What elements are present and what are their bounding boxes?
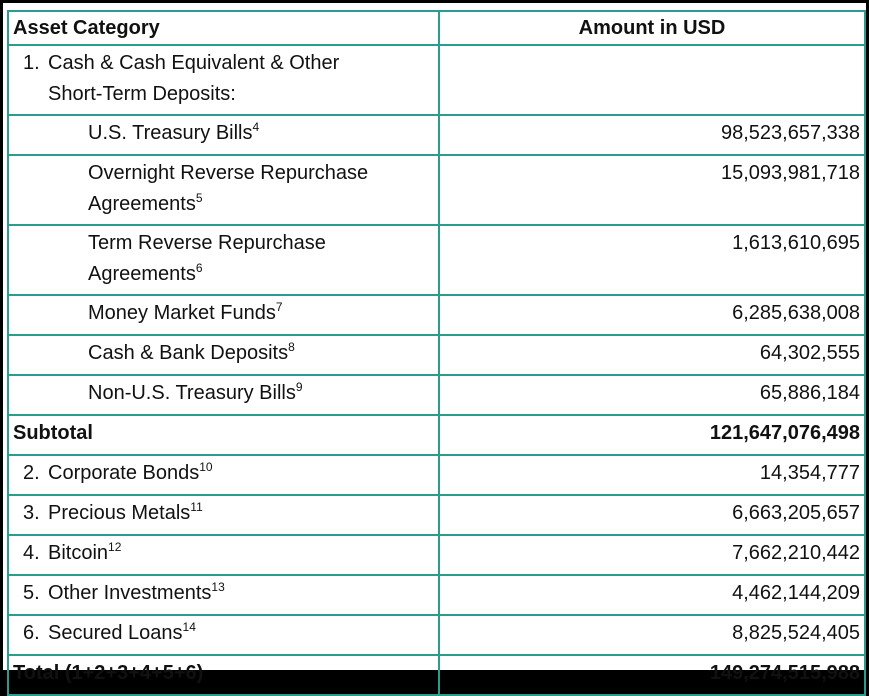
footnote-ref: 7 (275, 300, 283, 314)
footnote-ref: 13 (211, 580, 225, 594)
item-label: Secured Loans (48, 622, 183, 644)
section1-row (8, 45, 865, 115)
item-value: 14,354,777 (439, 455, 865, 495)
item-value: 6,663,205,657 (439, 495, 865, 535)
footnote-ref: 12 (108, 540, 122, 554)
sub-item-value: 98,523,657,338 (439, 115, 865, 155)
sub-item-row (8, 375, 865, 415)
sub-item-value: 1,613,610,695 (439, 225, 865, 295)
item-label: Other Investments (48, 582, 212, 604)
item-number: 2. (23, 462, 40, 484)
table-frame (3, 3, 866, 684)
footnote-ref: 6 (195, 261, 203, 275)
item-row (8, 615, 865, 655)
footnote-ref: 11 (190, 500, 203, 514)
sub-item-row (8, 295, 865, 335)
sub-item-row (8, 225, 865, 295)
footnote-ref: 10 (199, 460, 213, 474)
footnote-ref: 8 (288, 340, 295, 354)
header-category: Asset Category (8, 11, 439, 45)
subtotal-row (8, 415, 865, 455)
sub-item-label: Agreements (88, 263, 196, 285)
header-row (8, 11, 865, 45)
item-number: 4. (23, 542, 40, 564)
sub-item-row (8, 115, 865, 155)
footnote-ref: 9 (295, 380, 303, 394)
item-value: 4,462,144,209 (439, 575, 865, 615)
sub-item-value: 15,093,981,718 (439, 155, 865, 225)
subtotal-value: 121,647,076,498 (439, 415, 865, 455)
item-number: 6. (23, 622, 40, 644)
item-number: 5. (23, 582, 40, 604)
sub-item-row (8, 155, 865, 225)
total-value: 149,274,515,988 (439, 655, 865, 695)
sub-item-label: Agreements (88, 193, 196, 215)
footnote-ref: 4 (252, 120, 260, 134)
item-row (8, 535, 865, 575)
sub-item-value: 65,886,184 (439, 375, 865, 415)
footnote-ref: 5 (195, 191, 203, 205)
sub-item-label-line1: Overnight Reverse Repurchase (88, 162, 369, 184)
item-label: Corporate Bonds (48, 462, 200, 484)
sub-item-label: U.S. Treasury Bills (88, 122, 253, 144)
sub-item-row (8, 335, 865, 375)
item-number: 3. (23, 502, 40, 524)
item-row (8, 495, 865, 535)
section1-amount (439, 45, 865, 115)
item-label: Precious Metals (48, 502, 191, 524)
subtotal-label: Subtotal (13, 422, 93, 444)
footnote-ref: 14 (182, 620, 196, 634)
item-row (8, 455, 865, 495)
section1-label: Cash & Cash Equivalent & Other Short-Term Deposits: (48, 52, 340, 105)
total-row (8, 655, 865, 695)
sub-item-label: Cash & Bank Deposits (88, 342, 289, 364)
sub-item-label: Money Market Funds (88, 302, 276, 324)
item-value: 8,825,524,405 (439, 615, 865, 655)
sub-item-value: 64,302,555 (439, 335, 865, 375)
asset-table (7, 10, 866, 696)
section1-number: 1. (23, 52, 40, 74)
item-row (8, 575, 865, 615)
header-amount: Amount in USD (439, 11, 865, 45)
sub-item-value: 6,285,638,008 (439, 295, 865, 335)
total-label: Total (1+2+3+4+5+6) (13, 662, 204, 684)
sub-item-label-line1: Term Reverse Repurchase (88, 232, 326, 254)
item-label: Bitcoin (48, 542, 109, 564)
item-value: 7,662,210,442 (439, 535, 865, 575)
sub-item-label: Non-U.S. Treasury Bills (88, 382, 296, 404)
